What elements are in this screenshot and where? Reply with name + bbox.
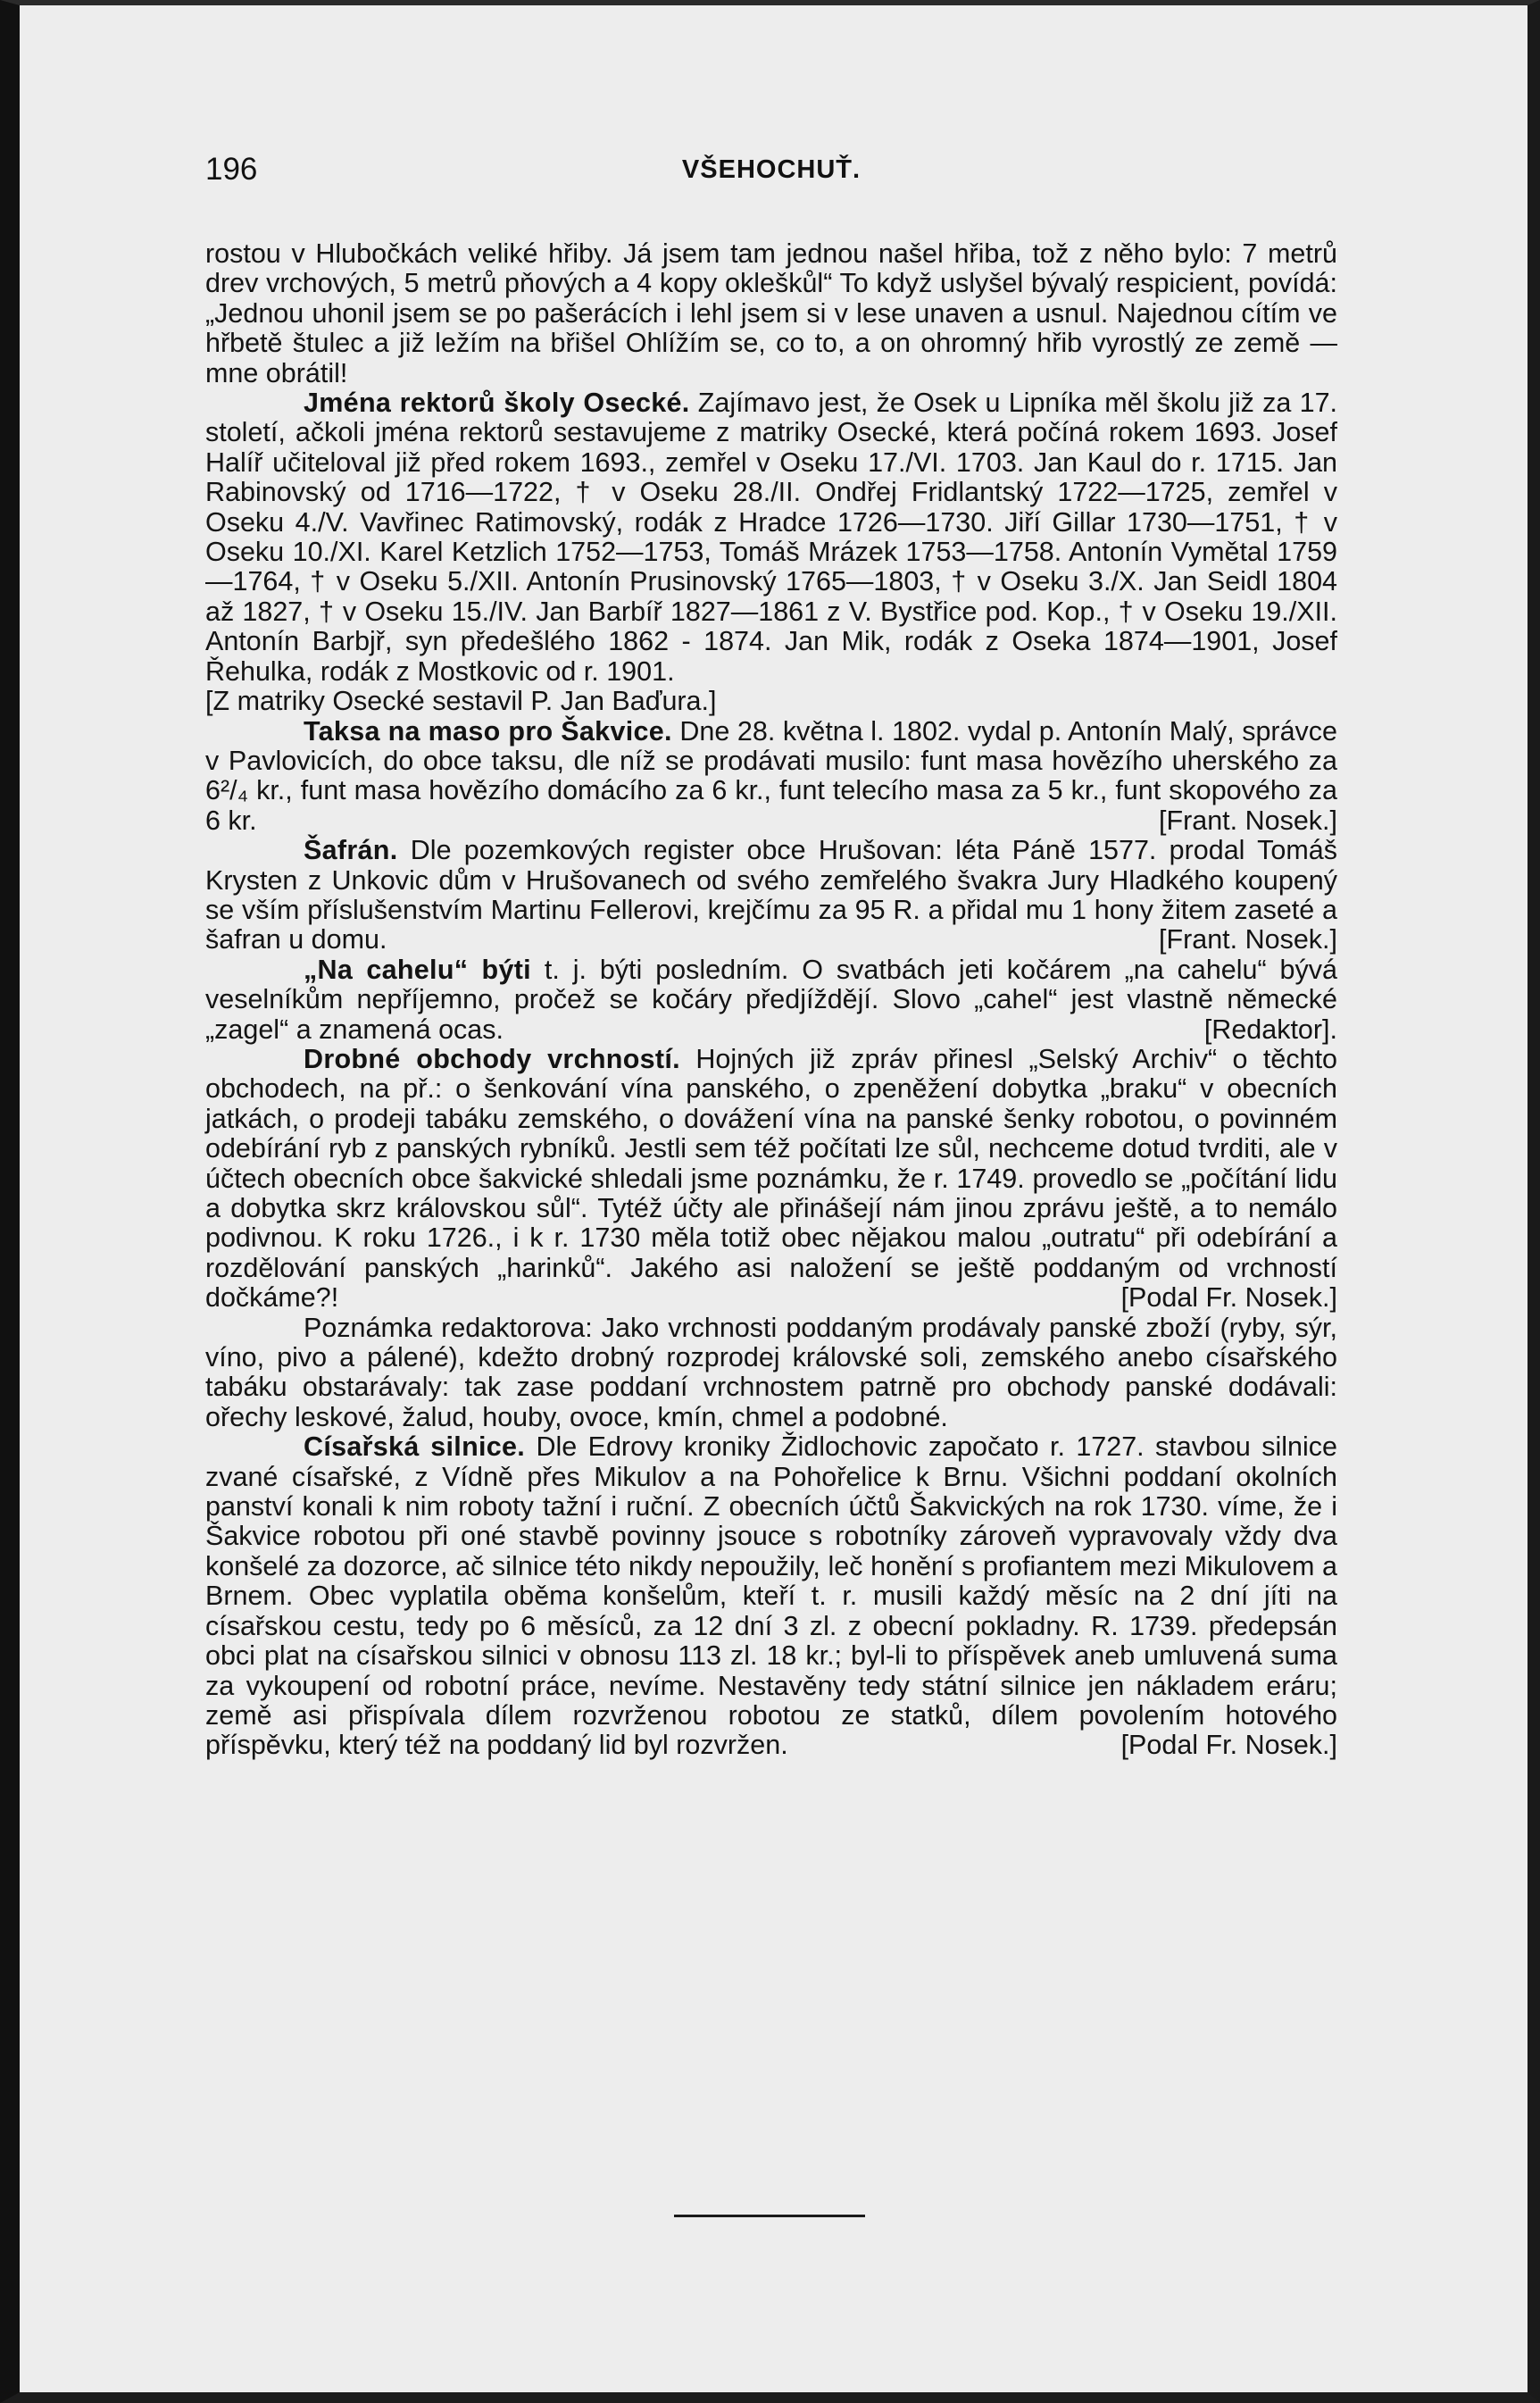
page-header — [205, 152, 1337, 196]
paragraph-text: Zajímavo jest, že Osek u Lipníka měl školu již za 17. století, ačkoli jména rektorů sestavujeme z matriky Osecké, která počíná rokem 1693. Josef Halíř učiteloval již před rokem 1693., zemřel v Oseku 17./VI. 1703. Jan Kaul do r. 1715. Jan Rabinovský od 1716—1722, † v Oseku 28./II. Ondřej Fridlantský 1722—1725, zemřel v Oseku 4./V. Vavřinec Ratimovský, rodák z Hradce 1726—1730. Jiří Gillar 1730—1751, † v Oseku 10./XI. Karel Ketzlich 1752—1753, Tomáš Mrázek 1753—1758. Antonín Vymětal 1759—1764, † v Oseku 5./XII. Antonín Prusinovský 1765—1803, † v Oseku 3./X. Jan Seidl 1804 až 1827, † v Oseku 15./IV. Jan Barbíř 1827—1861 z V. Bystřice pod. Kop., † v Oseku 19./XII. Antonín Barbjř, syn předešlého 1862 - 1874. Jan Mik, rodák z Oseka 1874—1901, Josef Řehulka, rodák z Mostkovic od r. 1901. — [205, 388, 1338, 687]
paragraph-heading: „Na cahelu“ býti — [304, 954, 531, 985]
signature: [Podal Fr. Nosek.] — [1120, 1730, 1337, 1761]
paragraph-text: Dle pozemkových register obce Hrušovan: léta Páně 1577. prodal Tomáš Krysten z Unkovic dům v Hrušovanech od svého zemřelého švakra Jury Hladkého koupený se vším příslušenstvím Martinu Fellerovi, krejčímu za 95 R. a přidal mu 1 hony žitem zaseté a šafran u domu. — [205, 835, 1337, 955]
paragraph-text: Dne 28. května l. 1802. vydal p. Antonín Malý, správce v Pavlovicích, do obce taksu, dle níž se prodávati musilo: funt masa hovězího uherského za 6²/₄ kr., funt masa hovězího domácího za 6 kr., funt telecího masa za 5 kr., funt skopového za 6 kr. — [205, 715, 1338, 836]
paragraph-text: Dle Edrovy kroniky Židlochovic započato r. 1727. stavbou silnice zvané císařské, z Vídně přes Mikulov a na Pohořelice k Brnu. Všichni poddaní okolních panství konali k nim roboty tažní i ruční. Z obecních účtů Šakvických na rok 1730. víme, že i Šakvice robotou při oné stavbě povinny jsouce s robotníky zároveň vypravovaly vždy dva konšelé za dozorce, ač silnice této nikdy nepoužily, leč honění s profiantem mezi Mikulovem a Brnem. Obec vyplatila oběma konšelům, kteří t. r. musili každý měsíc na 2 dní jíti na císařskou cestu, tedy po 6 měsíců, za 12 dní 3 zl. z obecní pokladny. R. 1739. předepsán obci plat na císařskou silnici v obnosu 113 zl. 18 kr.; byl-li to příspěvek aneb umluvená suma za vykoupení od robotní práce, nevíme. Nestavěny tedy státní silnice jen nákladem eráru; země asi přispívala dílem rozvrženou robotou ze statků, dílem povolením hotového příspěvku, který též na poddaný lid byl rozvržen. — [205, 1431, 1337, 1761]
paragraph-hriby: rostou v Hlubočkách veliké hřiby. Já jsem tam jednou našel hřiba, tož z něho bylo: 7 metrů drev vrchových, 5 metrů pňových a 4 kopy okleškůl“ To když uslyšel bývalý respicient, povídá: „Jednou uhonil jsem se po pašerácích i lehl jsem si v lese unaven a usnul. Najednou cítím ve hřbetě štulec a již ležím na břišel Ohlížím se, co to, a on ohromný hřib vyrostlý ze země — mne obrátil! — [205, 238, 1337, 388]
paragraph-taksa — [205, 717, 1337, 837]
paragraph-heading: Jména rektorů školy Osecké. — [304, 388, 690, 419]
article-body — [205, 239, 1337, 1761]
signature: [Podal Fr. Nosek.] — [1120, 1282, 1337, 1314]
running-title: VŠEHOCHUŤ. — [681, 155, 862, 184]
signature: [Redaktor]. — [1203, 1014, 1337, 1045]
signature: [Frant. Nosek.] — [1158, 805, 1337, 836]
page-number: 196 — [205, 152, 258, 187]
paragraph-heading: Šafrán. — [304, 835, 398, 866]
end-rule — [674, 2215, 865, 2217]
paragraph-cahel — [205, 955, 1337, 1045]
paragraph-silnice — [205, 1432, 1337, 1760]
paragraph-heading: Císařská silnice. — [304, 1431, 526, 1463]
paragraph-heading: Taksa na maso pro Šakvice. — [304, 715, 672, 747]
paragraph-poznamka: Poznámka redaktorova: Jako vrchnosti poddaným prodávaly panské zboží (ryby, sýr, víno, pivo a pálené), kdežto drobný rozprodej královské soli, zemského anebo císařského tabáku obstarávaly: tak zase poddaní vrchnostem patrně pro obchody panské dodávali: ořechy leskové, žalud, houby, ovoce, kmín, chmel a podobné. — [205, 1312, 1337, 1432]
signature: [Frant. Nosek.] — [1158, 924, 1337, 955]
paragraph-obchody — [205, 1045, 1337, 1314]
paragraph-rektori — [205, 388, 1337, 687]
paragraph-source: [Z matriky Osecké sestavil P. Jan Baďura.] — [205, 686, 717, 717]
paragraph-text: Hojných již zpráv přinesl „Selský Archiv“ o těchto obchodech, na př.: o šenkování vína panského, o zpeněžení dobytka „braku“ v obecních jatkách, o prodeji tabáku zemského, o dovážení vína na panské šenky robotou, o povinném odebírání ryb z panských rybníků. Jestli sem též počítati lze sůl, nechceme dotud tvrditi, ale v účtech obecních obce šakvické shledali jsme poznámku, že r. 1749. provedlo se „počítání lidu a dobytka skrz královskou sůl“. Tytéž účty ale přinášejí nám jinou zprávu ještě, a to nemálo podivnou. K roku 1726., i k r. 1730 měla totiž obec nějakou malou „outratu“ při odebírání a rozdělování panských „harinků“. Jakého asi naložení se ještě poddaným od vrchností dočkáme?! — [205, 1043, 1338, 1314]
paragraph-text: t. j. býti posledním. O svatbách jeti kočárem „na cahelu“ bývá veselníkům nepříjemno, pročež se kočáry předjíždějí. Slovo „cahel“ jest vlastně německé „zagel“ a znamená ocas. — [205, 954, 1337, 1045]
paragraph-heading: Drobné obchody vrchností. — [304, 1043, 680, 1074]
paragraph-safran — [205, 836, 1337, 955]
